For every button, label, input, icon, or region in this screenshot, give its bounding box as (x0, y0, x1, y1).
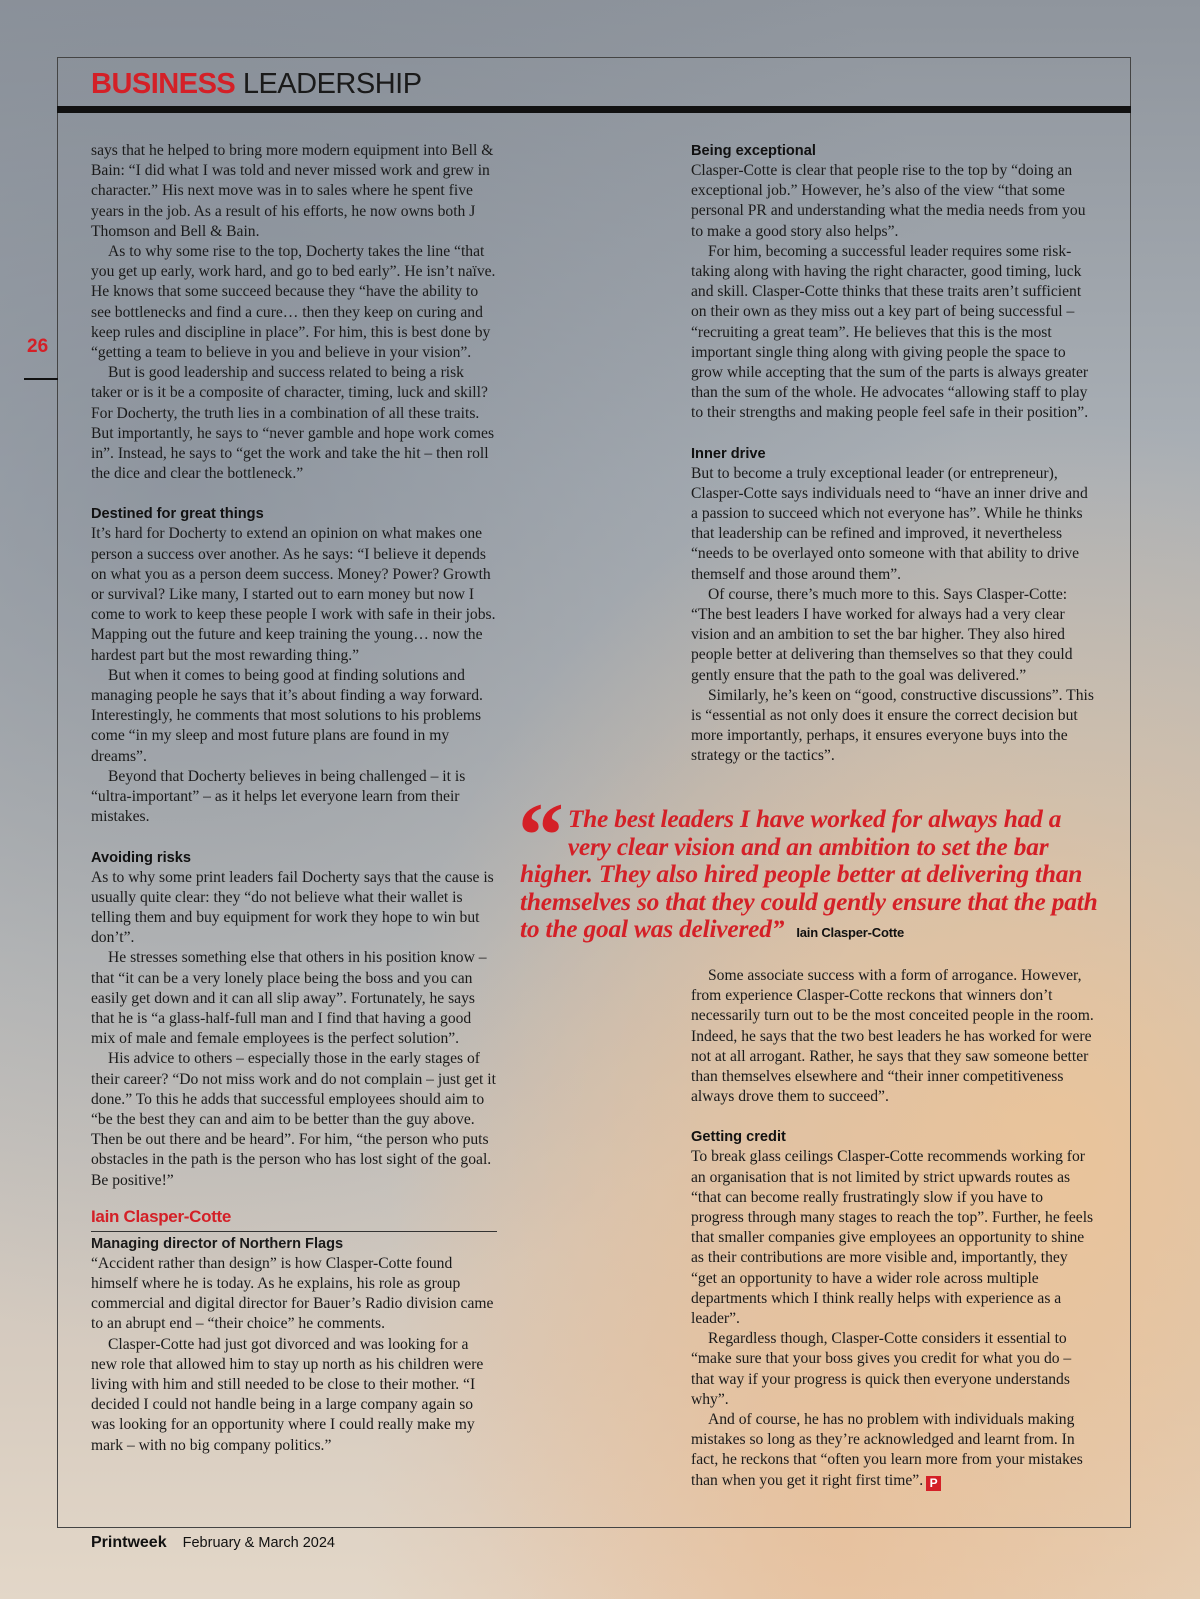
body-paragraph: But to become a truly exceptional leader (or entrepreneur), Clasper-Cotte says individuals need to “have an inner drive and a passion to succeed which not everyone has”. While he thinks that leadership can be refined and improved, it nevertheless “needs to be overlayed onto someone with that ability to drive themself and those around them”. (691, 464, 1088, 583)
section-header (91, 64, 422, 104)
right-column-lower (691, 966, 1097, 1491)
body-paragraph: He stresses something else that others in his position know – that “it can be a very lonely place being the boss and you can easily get down and it can all slip away”. Fortunately, he says that he is “a glass-half-full man and I find that having a good mix of male and female employees is the perfect solution”. (91, 949, 487, 1048)
body-paragraph: As to why some print leaders fail Docherty says that the cause is usually quite clear: they “do not believe what their wallet is telling them and buy equipment for work they hope to win but don’t”. (91, 868, 494, 947)
footer (91, 1533, 335, 1553)
subheading: Avoiding risks (91, 849, 192, 866)
body-paragraph: To break glass ceilings Clasper-Cotte recommends working for an organisation that is not limited by strict upwards routes as “that can become really frustratingly slow if you have to progress through many stages to reach the top”. Further, he feels that smaller companies give employees an opportunity to shine as their contributions are more visible and, importantly, they “get an opportunity to have a wider role across multiple departments which I think really helps with experience as a leader”. (691, 1148, 1094, 1328)
subsection-label: LEADERSHIP (242, 68, 422, 100)
printweek-end-icon: P (926, 1476, 941, 1491)
body-paragraph: Regardless though, Clasper-Cotte considers it essential to “make sure that your boss gives you credit for what you do – that way if your progress is quick then everyone understands why”. (691, 1330, 1072, 1408)
body-paragraph: Similarly, he’s keen on “good, constructive discussions”. This is “essential as not only does it ensure the correct decision but more importantly, perhaps, it ensures everyone buys into the strategy or the tactics”. (691, 686, 1094, 765)
body-paragraph: Clasper-Cotte is clear that people rise to the top by “doing an exceptional job.” However, he’s also of the view “that some personal PR and understanding what the media needs from you to make a good story also helps”. (691, 162, 1086, 240)
pull-quote (518, 784, 1110, 947)
body-paragraph: For him, becoming a successful leader requires some risk-taking along with having the right character, good timing, luck and skill. Clasper-Cotte thinks that these traits aren’t sufficient on their own as they miss out a key part of being successful – “recruiting a great team”. He believes that this is the most important single thing along with giving people the space to grow while accepting that the sum of the parts is always greater than the sum of the whole. He advocates “allowing staff to play to their strengths and making people feel safe in their position”. (691, 242, 1089, 422)
subheading: Being exceptional (691, 143, 816, 159)
body-paragraph: Some associate success with a form of arrogance. However, from experience Clasper-Cotte reckons that winners don’t necessarily turn out to be the most conceited people in the room. Indeed, he says that the two best leaders he has worked for were not at all arrogant. Rather, he says that they saw someone better than themselves elsewhere and “their inner competitiveness always drove them to succeed”. (691, 967, 1094, 1106)
body-paragraph: But is good leadership and success related to being a risk taker or is it be a composite of character, timing, luck and skill? For Docherty, the truth lies in a combination of all these traits. But importantly, he says to “never gamble and hope work comes in”. Instead, he says to “get the work and take the hit – then roll the dice and clear the bottleneck.” (91, 364, 495, 483)
body-paragraph: Clasper-Cotte had just got divorced and was looking for a new role that allowed him to stay up north as his children were living with him and still needed to be close to their mother. “I decided I could not handle being in a large company again so was looking for an opportunity where I could really make my mark – with no big company politics.” (91, 1335, 484, 1454)
footer-rule (57, 1527, 1131, 1528)
body-paragraph: “Accident rather than design” is how Clasper-Cotte found himself where he is today. As he explains, his role as group commercial and digital director for Bauer’s Radio division came to an abrupt end – “their choice” he comments. (91, 1254, 494, 1333)
subheading: Inner drive (691, 445, 766, 462)
pull-quote-attribution: Iain Clasper-Cotte (796, 925, 905, 941)
profile-role: Managing director of Northern Flags (91, 1235, 344, 1252)
body-paragraph: But when it comes to being good at finding solutions and managing people he says that it’s about finding a way forward. Interestingly, he comments that most solutions to his problems come “in my sleep and most future plans are found in my dreams”. (91, 666, 483, 765)
body-paragraph: As to why some rise to the top, Docherty takes the line “that you get up early, work hard, and go to bed early”. He isn’t naïve. He knows that some succeed because they “have the ability to see bottlenecks and find a cure… then they keep on curing and keep rules and discipline in place”. For him, this is best done by “getting a team to believe in you and believe in your vision”. (91, 243, 496, 362)
body-paragraph: It’s hard for Docherty to extend an opinion on what makes one person a success over another. As he says: “I believe it depends on what you as a person deem success. Money? Power? Growth or survival? Like many, I started out to earn money but now I come to work to keep these people I work with safe in their jobs. Mapping out the future and keep training the young… now the hardest part but the most rewarding thing.” (91, 525, 496, 664)
section-label: BUSINESS (91, 68, 236, 100)
page-number: 26 (27, 336, 49, 357)
footer-brand: Printweek (91, 1534, 167, 1551)
footer-issue: February & March 2024 (182, 1535, 335, 1551)
subheading: Getting credit (691, 1129, 786, 1146)
page-number-rule (24, 378, 58, 380)
header-rule (57, 106, 1131, 113)
body-paragraph: His advice to others – especially those in the early stages of their career? “Do not miss work and do not complain – just get it done.” To this he adds that successful employees should aim to “be the best they can and aim to be better than the guy above. Then be out there and be heard”. For him, “the person who puts obstacles in the path is the person who has lost sight of the goal. Be positive!” (91, 1050, 496, 1189)
pull-quote-text: The best leaders I have worked for always had a very clear vision and an ambition to set the bar higher. They also hired people better at delivering than themselves so that they could gently ensure that the path to the goal was delivered” (520, 805, 1098, 944)
body-paragraph: Beyond that Docherty believes in being challenged – it is “ultra-important” – as it helps let everyone learn from their mistakes. (91, 767, 466, 826)
body-paragraph: Of course, there’s much more to this. Says Clasper-Cotte: “The best leaders I have worked for always had a very clear vision and an ambition to set the bar higher. They also hired people better at delivering than themselves so that they could gently ensure that the path to the goal was delivered.” (691, 585, 1073, 684)
left-column (91, 141, 497, 1456)
right-column-upper (691, 141, 1097, 767)
profile-name: Iain Clasper-Cotte (91, 1205, 497, 1232)
body-paragraph-text: And of course, he has no problem with individuals making mistakes so long as they’re acknowledged and learnt from. In fact, he reckons that “often you learn more from your mistakes than when you get it right first time”. (691, 1411, 1083, 1489)
body-paragraph-last (691, 1410, 1097, 1491)
quote-mark: “ (518, 784, 564, 886)
body-paragraph: says that he helped to bring more modern equipment into Bell & Bain: “I did what I was told and never missed work and grew in character.” His next move was in to sales where he spent five years in the job. As a result of his efforts, he now owns both J Thomson and Bell & Bain. (91, 142, 494, 240)
subheading: Destined for great things (91, 506, 264, 523)
